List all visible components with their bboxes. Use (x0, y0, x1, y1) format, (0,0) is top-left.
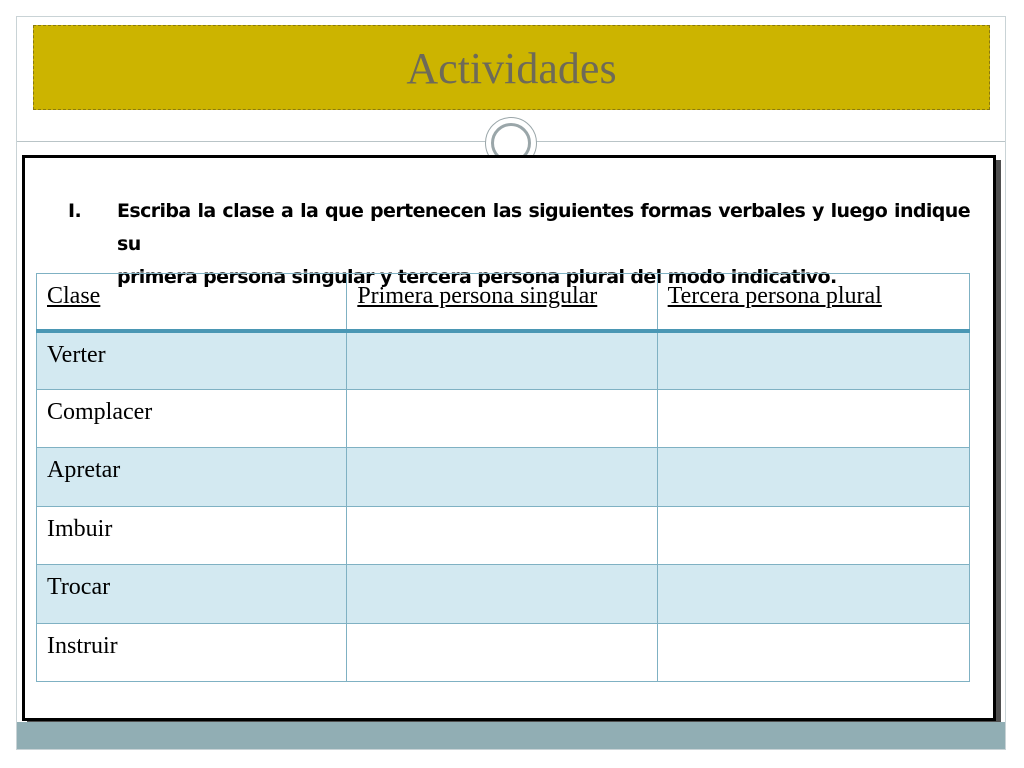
verb-cell: Instruir (37, 623, 347, 682)
tercera-cell[interactable] (657, 565, 969, 624)
table-row (37, 506, 970, 565)
verb-cell: Complacer (37, 389, 347, 448)
primera-cell[interactable] (347, 331, 657, 390)
primera-cell[interactable] (347, 448, 657, 507)
header-clase: Clase (37, 274, 347, 331)
table-row (37, 389, 970, 448)
table-row (37, 331, 970, 390)
bottom-band (17, 722, 1005, 749)
instruction-line-1: Escriba la clase a la que pertenecen las siguientes formas verbales y luego indique su (117, 200, 970, 255)
verb-cell: Imbuir (37, 506, 347, 565)
table-row (37, 448, 970, 507)
verb-cell: Verter (37, 331, 347, 390)
primera-cell[interactable] (347, 389, 657, 448)
primera-cell[interactable] (347, 506, 657, 565)
primera-cell[interactable] (347, 623, 657, 682)
tercera-cell[interactable] (657, 448, 969, 507)
primera-cell[interactable] (347, 565, 657, 624)
table-row (37, 565, 970, 624)
tercera-cell[interactable] (657, 331, 969, 390)
tercera-cell[interactable] (657, 506, 969, 565)
verb-table (36, 273, 970, 682)
verb-cell: Trocar (37, 565, 347, 624)
table-row (37, 623, 970, 682)
table-header-row (37, 274, 970, 331)
exercise-number: I. (68, 200, 82, 222)
title-bar (33, 25, 990, 110)
header-primera-persona: Primera persona singular (347, 274, 657, 331)
tercera-cell[interactable] (657, 623, 969, 682)
verb-cell: Apretar (37, 448, 347, 507)
slide-title: Actividades (406, 44, 617, 93)
header-tercera-persona: Tercera persona plural (657, 274, 969, 331)
instruction-line-2: primera persona singular y tercera persona plural del modo indicativo. (117, 266, 837, 288)
tercera-cell[interactable] (657, 389, 969, 448)
